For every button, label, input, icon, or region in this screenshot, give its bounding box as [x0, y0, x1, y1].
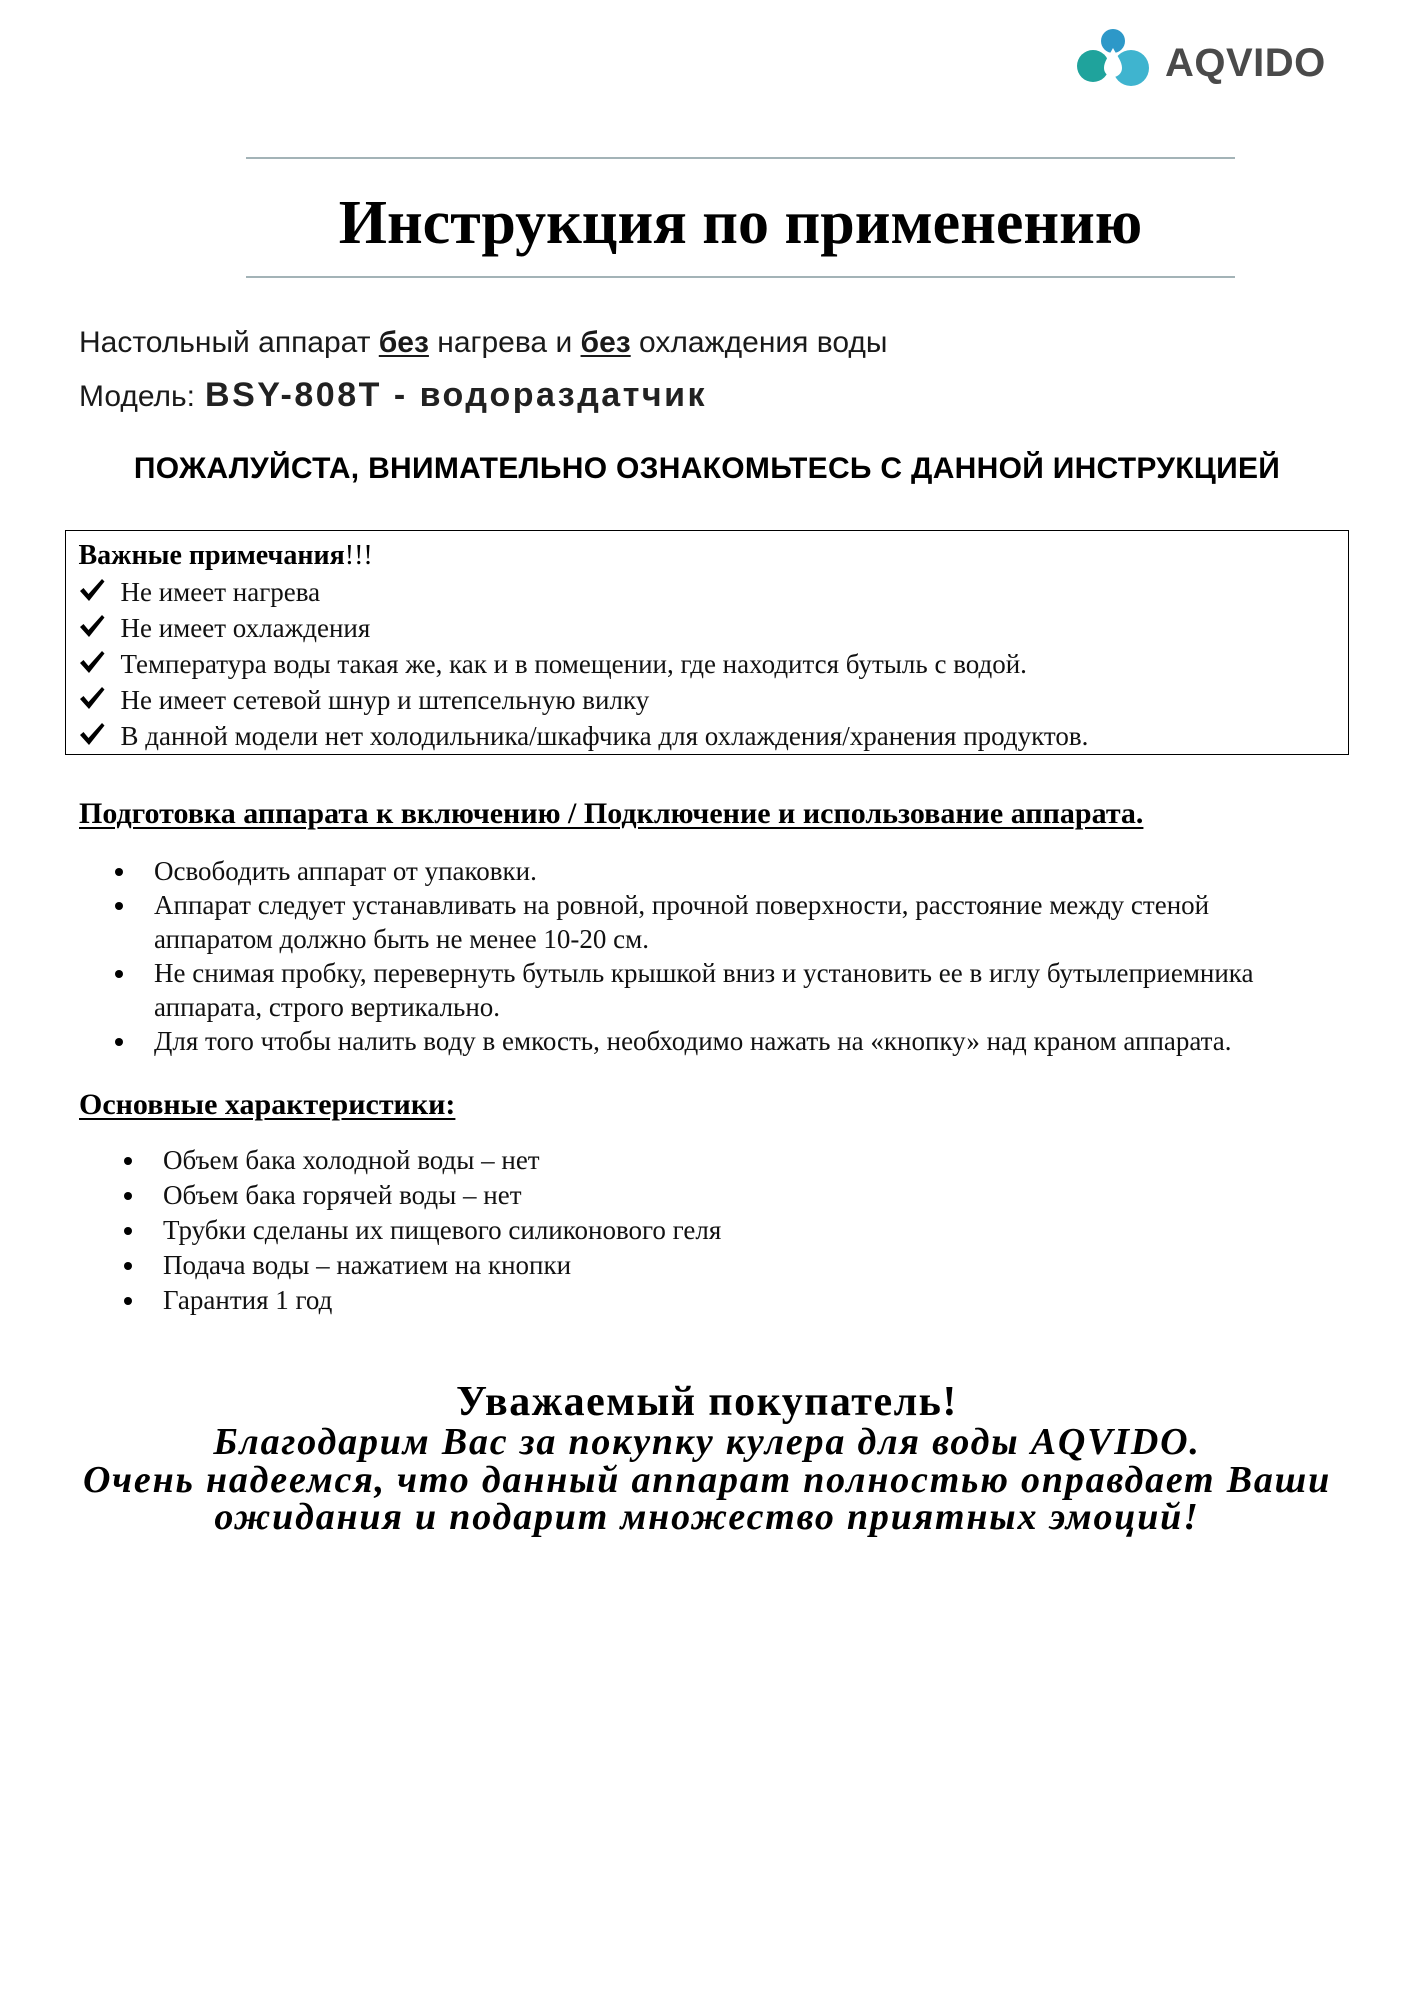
- list-item-text: Освободить аппарат от упаковки.: [154, 856, 537, 886]
- preparation-heading: Подготовка аппарата к включению / Подключение и использование аппарата.: [79, 797, 1144, 830]
- note-item: [79, 574, 1337, 610]
- intro-emphasis-1: без: [378, 326, 429, 359]
- list-item: [154, 1024, 1254, 1058]
- list-item-text: Аппарат следует устанавливать на ровной, прочной поверхности, расстояние между стеной аппаратом должно быть не менее 10-20 см.: [154, 890, 1210, 954]
- product-description: [79, 328, 887, 358]
- bullet-icon: [115, 970, 123, 978]
- check-icon: [79, 614, 105, 638]
- specs-heading: Основные характеристики:: [79, 1088, 456, 1121]
- page-title: Инструкция по применению: [338, 189, 1143, 257]
- intro-text-2: нагрева и: [428, 326, 581, 359]
- check-icon: [79, 578, 105, 602]
- note-item: [79, 646, 1337, 682]
- model-line: [79, 376, 707, 414]
- notes-title: [79, 538, 1337, 574]
- preparation-list: [154, 854, 1254, 1058]
- closing-message: [0, 1421, 1414, 1538]
- check-icon: [79, 722, 105, 746]
- list-item-text: Трубки сделаны их пищевого силиконового геля: [163, 1215, 722, 1245]
- logo-water-drop: [1104, 48, 1122, 77]
- intro-text-3: охлаждения воды: [630, 326, 888, 359]
- note-item: [79, 718, 1337, 754]
- note-text: Температура воды такая же, как и в помещении, где находится бутыль с водой.: [120, 649, 1027, 679]
- bullet-icon: [115, 902, 123, 910]
- notes-list: [79, 574, 1337, 754]
- notes-title-text: Важные примечания: [78, 540, 345, 571]
- brand-name: AQVIDO: [1165, 41, 1326, 85]
- model-value: BSY-808T - водораздатчик: [205, 376, 707, 414]
- check-icon: [79, 686, 105, 710]
- list-item-text: Объем бака холодной воды – нет: [163, 1145, 540, 1175]
- list-item-text: Для того чтобы налить воду в емкость, необходимо нажать на «кнопку» над краном аппарата.: [154, 1026, 1232, 1056]
- list-item-text: Подача воды – нажатием на кнопки: [163, 1250, 572, 1280]
- list-item: [154, 888, 1254, 956]
- title-divider-bottom: [246, 276, 1235, 278]
- list-item: [163, 1283, 721, 1318]
- note-item: [79, 610, 1337, 646]
- bullet-icon: [124, 1297, 132, 1305]
- list-item: [154, 956, 1254, 1024]
- title-divider-top: [246, 157, 1235, 159]
- brand-logo-icon: [1076, 28, 1152, 88]
- intro-text-1: Настольный аппарат: [79, 326, 379, 359]
- closing-greeting: Уважаемый покупатель!: [456, 1379, 958, 1425]
- bullet-icon: [124, 1227, 132, 1235]
- list-item: [163, 1248, 721, 1283]
- note-text: Не имеет сетевой шнур и штепсельную вилку: [120, 685, 650, 715]
- closing-line: Благодарим Вас за покупку кулера для воды AQVIDO.: [213, 1421, 1201, 1463]
- list-item-text: Гарантия 1 год: [163, 1285, 333, 1315]
- list-item: [163, 1143, 721, 1178]
- list-item-text: Объем бака горячей воды – нет: [163, 1180, 522, 1210]
- model-label: Модель:: [79, 380, 196, 413]
- intro-emphasis-2: без: [580, 326, 631, 359]
- read-instruction-warning: ПОЖАЛУЙСТА, ВНИМАТЕЛЬНО ОЗНАКОМЬТЕСЬ С ДАННОЙ ИНСТРУКЦИЕЙ: [133, 452, 1281, 485]
- important-notes-box: [65, 530, 1349, 755]
- list-item: [163, 1178, 721, 1213]
- specs-list: [163, 1143, 721, 1318]
- list-item: [163, 1213, 721, 1248]
- list-item-text: Не снимая пробку, перевернуть бутыль крышкой вниз и установить ее в иглу бутылеприемника аппарата, строго вертикально.: [154, 958, 1254, 1022]
- bullet-icon: [124, 1192, 132, 1200]
- closing-line: ожидания и подарит множество приятных эмоций!: [214, 1496, 1200, 1538]
- note-text: Не имеет охлаждения: [120, 613, 371, 643]
- check-icon: [79, 650, 105, 674]
- bullet-icon: [124, 1157, 132, 1165]
- note-item: [79, 682, 1337, 718]
- bullet-icon: [124, 1262, 132, 1270]
- note-text: Не имеет нагрева: [120, 577, 321, 607]
- bullet-icon: [115, 868, 123, 876]
- list-item: [154, 854, 1254, 888]
- bullet-icon: [115, 1038, 123, 1046]
- closing-line: Очень надеемся, что данный аппарат полностью оправдает Ваши: [82, 1458, 1332, 1501]
- note-text: В данной модели нет холодильника/шкафчика для охлаждения/хранения продуктов.: [120, 721, 1089, 751]
- notes-title-suffix: !!!: [344, 540, 373, 571]
